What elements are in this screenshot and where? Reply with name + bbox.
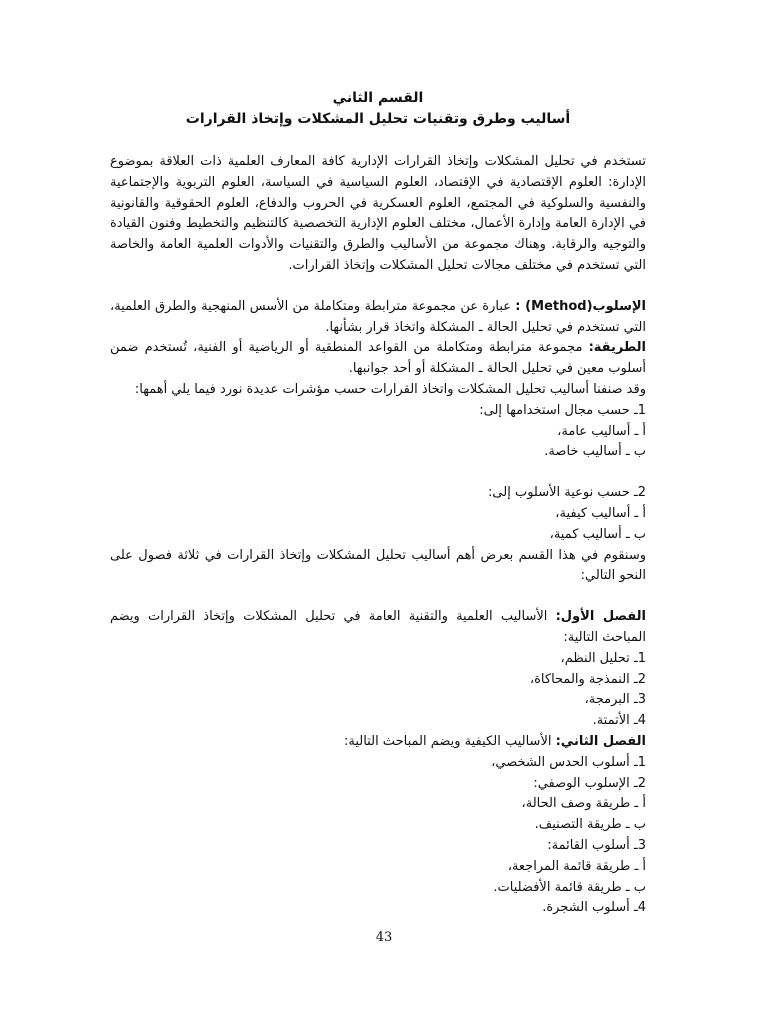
list-item: ب ـ طريقة التصنيف. xyxy=(534,817,646,833)
list-item: أ ـ أساليب كيفية، xyxy=(555,505,646,521)
method-term: الإسلوب(Method) : xyxy=(515,298,646,314)
list-item: 2ـ النمذجة والمحاكاة، xyxy=(529,671,646,687)
section-title: أساليب وطرق وتقنيات تحليل المشكلات وإتخاذ القرارات xyxy=(185,111,571,127)
list-item: ب ـ طريقة قائمة الأفضليات. xyxy=(493,879,646,895)
list-item: 3ـ أسلوب القائمة: xyxy=(547,837,646,853)
spacer xyxy=(110,587,646,607)
list-item: أ ـ طريقة وصف الحالة، xyxy=(521,796,646,812)
chapter-one-text: الأساليب العلمية والتقنية العامة في تحليل المشكلات وإتخاذ القرارات ويضم المباحث التالية: xyxy=(110,609,646,645)
list-item: ب ـ أساليب كمية، xyxy=(549,526,646,542)
spacer xyxy=(110,130,646,152)
chapter-one-term: الفصل الأول: xyxy=(555,609,646,625)
spacer xyxy=(110,463,646,483)
list-item: 2ـ حسب نوعية الأسلوب إلى: xyxy=(488,485,646,501)
technique-text: مجموعة مترابطة ومتكاملة من القواعد المنطقية أو الرياضية أو الفنية، تُستخدم ضمن أسلوب معين في تحليل الحالة ـ المشكلة أو أحد جوانبها. xyxy=(110,340,646,377)
intro-paragraph: تستخدم في تحليل المشكلات وإتخاذ القرارات الإدارية كافة المعارف العلمية ذات العلاقة بموضوع الإدارة: العلوم الإقتصادية في الإقتصاد، العلوم السياسية في السياسة، العلوم التربوية والإجتماعية والنفسية والسلوكية في المجتمع، العلوم العسكرية في الحروب والدفاع، العلوم الحقوقية والقانونية في الإدارة العامة وإدارة الأعمال، مختلف العلوم الإدارية التخصصية كالتنظيم والتخطيط وفنون القيادة والتوجيه والرقابة. وهناك مجموعة من الأساليب والطرق والتقنيات والأدوات العلمية العامة والخاصة التي تستخدم في مختلف مجالات تحليل المشكلات وإتخاذ القرارات. xyxy=(110,154,646,273)
chapter-two xyxy=(110,732,646,753)
list-item: 1ـ تحليل النظم، xyxy=(560,650,646,666)
technique-term: الطريقة: xyxy=(588,340,646,356)
plan-paragraph: وسنقوم في هذا القسم بعرض أهم أساليب تحليل المشكلات وإتخاذ القرارات في ثلاثة فصول على النحو التالي: xyxy=(110,547,646,584)
document-page xyxy=(110,88,646,919)
list-item: 4ـ الأتمتة. xyxy=(592,713,646,729)
list-item: 1ـ أسلوب الحدس الشخصي، xyxy=(491,754,646,770)
list-item: أ ـ أساليب عامة، xyxy=(557,423,646,439)
chapter-one xyxy=(110,607,646,649)
list-item: 4ـ أسلوب الشجرة. xyxy=(542,900,646,916)
list-item: 1ـ حسب مجال استخدامها إلى: xyxy=(479,402,646,418)
list-item: أ ـ طريقة قائمة المراجعة، xyxy=(507,858,646,874)
classification-intro: وقد صنفنا أساليب تحليل المشكلات واتخاذ القرارات حسب مؤشرات عديدة نورد فيما يلي أهمها: xyxy=(134,381,646,397)
list-item: ب ـ أساليب خاصة. xyxy=(544,444,646,460)
spacer xyxy=(110,277,646,297)
chapter-two-text: الأساليب الكيفية ويضم المباحث التالية: xyxy=(343,733,556,749)
section-heading: القسم الثاني xyxy=(332,90,424,106)
method-text: عبارة عن مجموعة مترابطة ومتكاملة من الأسس المنهجية والطرق العلمية، التي تستخدم في تحليل الحالة ـ المشكلة واتخاذ قرار بشأنها. xyxy=(110,298,646,335)
chapter-two-term: الفصل الثاني: xyxy=(555,733,646,749)
page-number: 43 xyxy=(375,930,393,945)
list-item: 2ـ الإسلوب الوصفي: xyxy=(533,775,646,791)
method-definition xyxy=(110,297,646,339)
technique-definition xyxy=(110,338,646,380)
list-item: 3ـ البرمجة، xyxy=(584,692,646,708)
